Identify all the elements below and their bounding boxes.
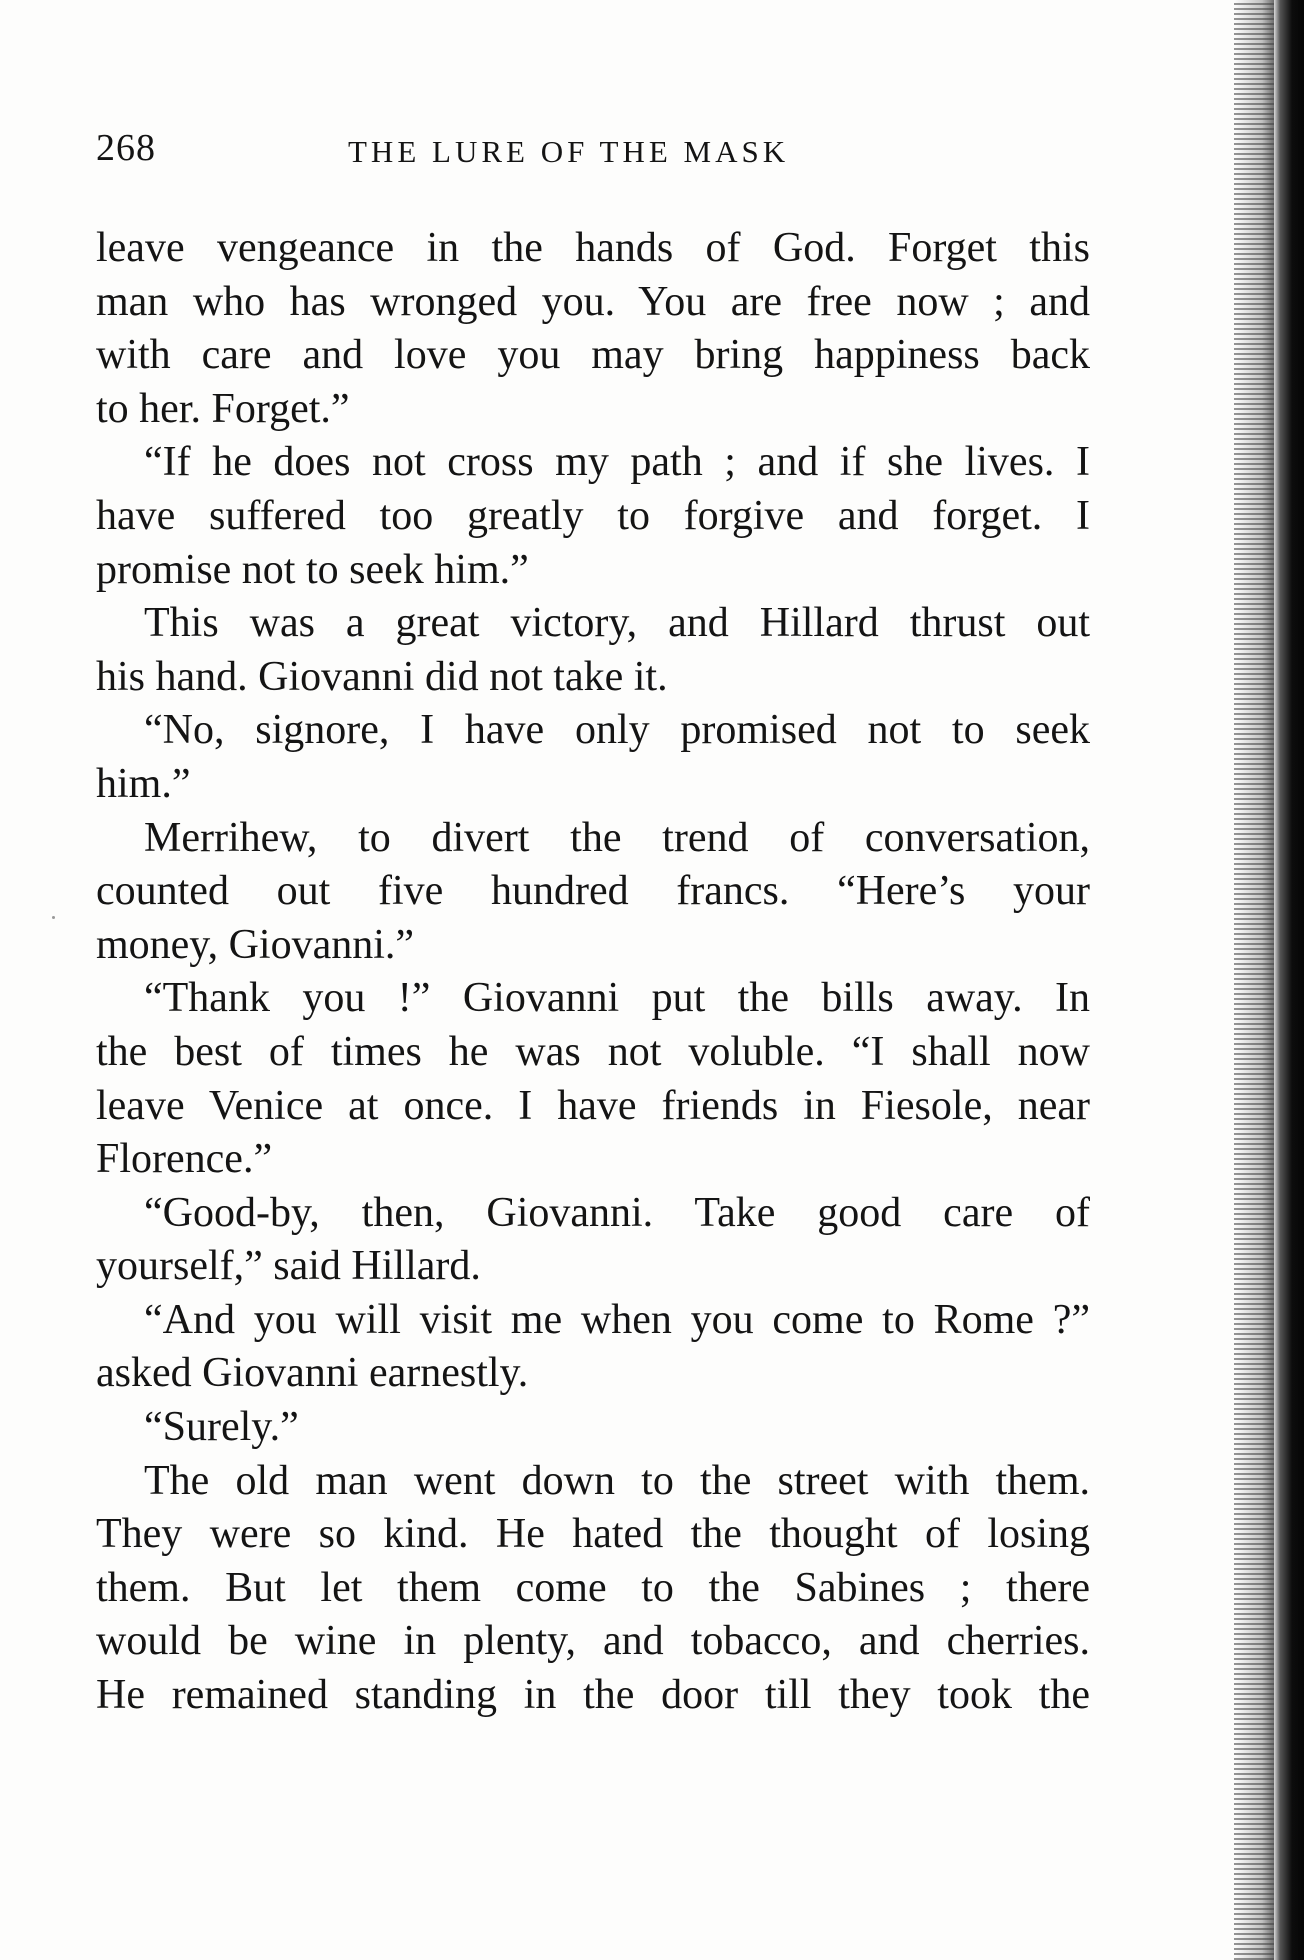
scan-speck: [52, 916, 55, 919]
text-line: Merrihew, to divert the trend of conversation,: [144, 814, 1090, 861]
text-line: counted out five hundred francs. “Here’s your: [96, 868, 1090, 915]
binding-edge-speckle: [1234, 0, 1274, 1960]
text-line: leave vengeance in the hands of God. Forget this: [96, 225, 1090, 271]
text-line: promise not to seek him.”: [96, 546, 529, 593]
book-title: THE LURE OF THE MASK: [348, 134, 790, 169]
running-head: [96, 126, 1086, 176]
text-line: his hand. Giovanni did not take it.: [96, 653, 668, 700]
text-line: Florence.”: [96, 1136, 273, 1183]
binding-edge-shadow: [1218, 0, 1304, 1960]
text-line: leave Venice at once. I have friends in Fiesole, near: [96, 1082, 1090, 1129]
page-number: 268: [96, 127, 156, 169]
text-line: The old man went down to the street with them.: [144, 1457, 1090, 1504]
text-line: “And you will visit me when you come to Rome ?”: [144, 1296, 1090, 1343]
text-line: “If he does not cross my path ; and if she lives. I: [144, 439, 1090, 486]
text-line: “Thank you !” Giovanni put the bills away. In: [144, 975, 1090, 1022]
text-line: “No, signore, I have only promised not to seek: [144, 707, 1090, 754]
text-line: “Good-by, then, Giovanni. Take good care of: [144, 1189, 1090, 1236]
text-line: have suffered too greatly to forgive and forget. I: [96, 492, 1090, 539]
text-line: They were so kind. He hated the thought of losing: [96, 1511, 1090, 1558]
text-line: with care and love you may bring happiness back: [96, 332, 1090, 379]
text-line: to her. Forget.”: [96, 385, 350, 432]
body-text: [96, 222, 1090, 1723]
text-line: him.”: [96, 760, 191, 807]
text-line: He remained standing in the door till they took the: [96, 1672, 1090, 1719]
text-line: man who has wronged you. You are free now ; and: [96, 278, 1090, 325]
binding-edge-dark: [1274, 0, 1304, 1960]
text-line: “Surely.”: [144, 1404, 299, 1451]
text-line: money, Giovanni.”: [96, 921, 415, 968]
text-line: yourself,” said Hillard.: [96, 1243, 481, 1290]
text-line: the best of times he was not voluble. “I shall now: [96, 1028, 1090, 1075]
text-line: This was a great victory, and Hillard thrust out: [144, 600, 1090, 647]
text-line: would be wine in plenty, and tobacco, and cherries.: [96, 1618, 1090, 1665]
text-line: asked Giovanni earnestly.: [96, 1350, 529, 1397]
text-line: them. But let them come to the Sabines ; there: [96, 1564, 1090, 1611]
